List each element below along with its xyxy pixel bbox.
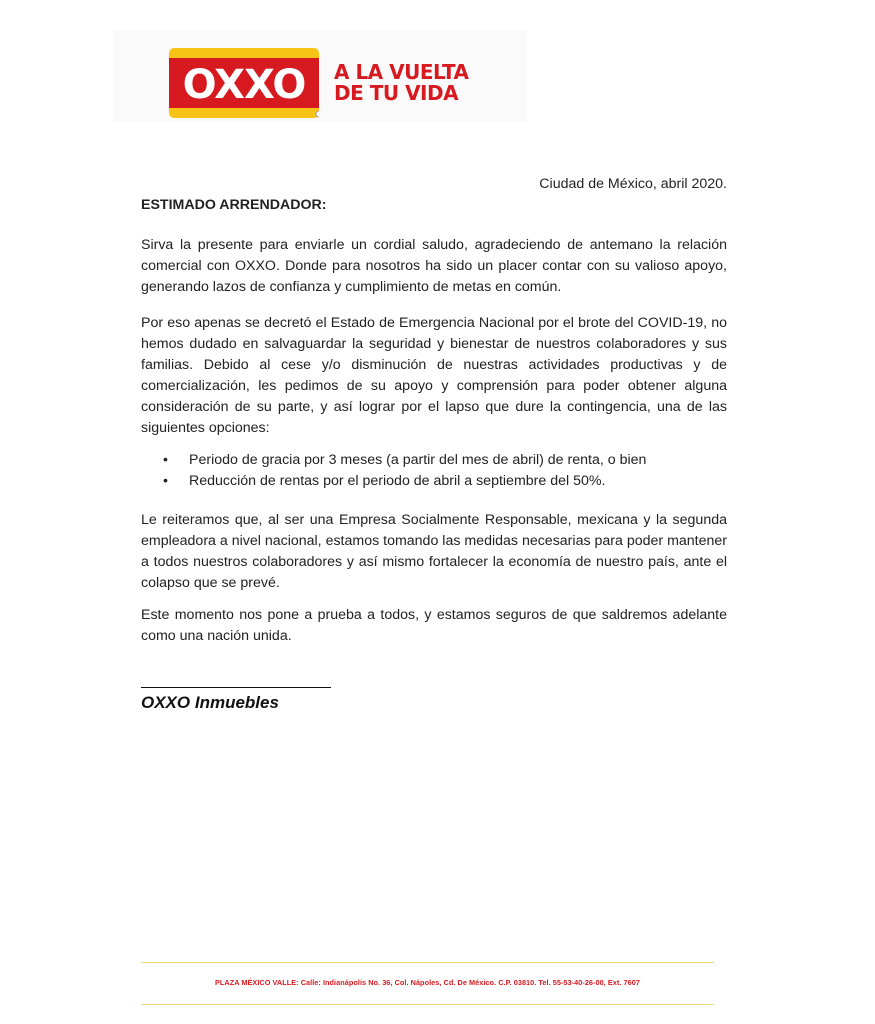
footer-divider-bottom — [141, 1004, 714, 1005]
signature-name: OXXO Inmuebles — [141, 693, 279, 712]
list-item: • Periodo de gracia por 3 meses (a partir del mes de abril) de renta, o bien — [163, 450, 723, 471]
brand-slogan — [334, 62, 469, 104]
slogan-line-1: A LA VUELTA — [334, 60, 469, 84]
paragraph-closing: Este momento nos pone a prueba a todos, y estamos seguros de que saldremos adelante como una nación unida. — [141, 607, 727, 644]
letterhead — [114, 30, 526, 122]
options-list — [163, 450, 723, 492]
slogan-line-2: DE TU VIDA — [334, 81, 459, 105]
letter-greeting: ESTIMADO ARRENDADOR: — [141, 197, 327, 213]
oxxo-logo — [169, 48, 319, 118]
signature-line — [141, 687, 331, 688]
footer-address: PLAZA MÉXICO VALLE: Calle: Indianápolis No. 36, Col. Nápoles, Cd. De México. C.P. 03810. Tel. 55-53-40-26-00, Ext. 7607 — [215, 978, 640, 987]
letter-date: Ciudad de México, abril 2020. — [539, 176, 727, 192]
footer-divider-top — [141, 962, 714, 963]
logo-wordmark: OXXO — [182, 62, 306, 108]
list-item: • Reducción de rentas por el periodo de abril a septiembre del 50%. — [163, 471, 723, 492]
paragraph-responsibility: Le reiteramos que, al ser una Empresa Socialmente Responsable, mexicana y la segunda empleadora a nivel nacional, estamos tomando las medidas necesarias para poder mantener a todos nuestros colaboradores y así mismo fortalecer la economía de nuestro país, ante el colapso que se prevé. — [141, 512, 727, 591]
paragraph-emergency: Por eso apenas se decretó el Estado de Emergencia Nacional por el brote del COVID-19, no hemos dudado en salvaguardar la seguridad y bienestar de nuestros colaboradores y sus familias. Debido al cese y/o disminución de nuestras actividades productivas y de comercialización, les pedimos de su apoyo y comprensión para poder obtener alguna consideración de su parte, y así lograr por el lapso que dure la contingencia, una de las siguientes opciones: — [141, 315, 727, 436]
paragraph-intro: Sirva la presente para enviarle un cordial saludo, agradeciendo de antemano la relación comercial con OXXO. Donde para nosotros ha sido un placer contar con su valioso apoyo, generando lazos de confianza y cumplimiento de metas en común. — [141, 237, 727, 295]
